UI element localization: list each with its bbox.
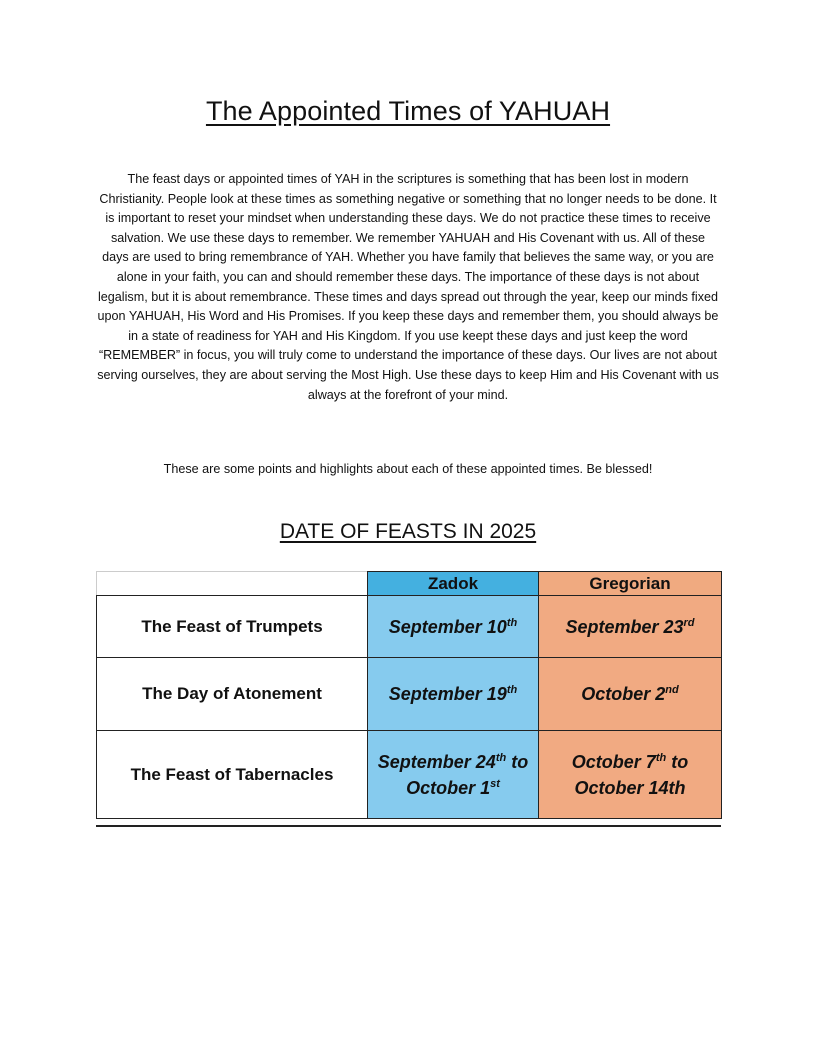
date-ordinal: st — [490, 777, 500, 790]
date-ordinal: th — [495, 751, 507, 764]
table-header-row — [97, 572, 722, 596]
gregorian-date — [539, 596, 722, 658]
date-text: September 23 — [565, 616, 684, 637]
date-ordinal: rd — [683, 616, 695, 629]
date-text: September 19 — [388, 684, 507, 704]
header-blank-cell — [97, 572, 368, 596]
table-bottom-rule — [96, 825, 721, 827]
date-text: October 2 — [581, 684, 666, 704]
feast-name: The Feast of Tabernacles — [97, 731, 368, 819]
date-ordinal: th — [506, 684, 518, 696]
gregorian-date — [539, 731, 722, 819]
date-ordinal: th — [506, 616, 518, 629]
zadok-date — [368, 596, 539, 658]
date-connector: to — [506, 751, 529, 772]
date-text: September 10 — [388, 616, 507, 637]
feast-name: The Day of Atonement — [97, 658, 368, 731]
table-row — [97, 658, 722, 731]
feast-name: The Feast of Trumpets — [97, 596, 368, 658]
intro-paragraph: The feast days or appointed times of YAH in the scriptures is something that has been lost in modern Christianity. People look at these times as something negative or something that no longer needs to be done. It is important to reset your mindset when understanding these days. We do not practice these times to receive salvation. We use these days to remember. We remember YAHUAH and His Covenant with us. All of these days are used to bring remembrance of YAH. Whether you have family that believes the same way, or you are alone in your faith, you can and should remember these days. The importance of these days is not about legalism, but it is about remembrance. These times and days spread out through the year, keep our minds fixed upon YAHUAH, His Word and His Promises. If you keep these days and remember them, you should always be in a state of readiness for YAH and His Kingdom. If you use keept these days and just keep the word “REMEMBER” in focus, you will truly come to understand the importance of these days. Our lives are not about serving ourselves, they are about serving the Most High. Use these days to keep Him and His Covenant with us always at the forefront of your mind. — [97, 172, 719, 402]
date-ordinal: nd — [665, 684, 679, 696]
zadok-date — [368, 731, 539, 819]
zadok-date — [368, 658, 539, 731]
gregorian-date — [539, 658, 722, 731]
date-text: October 1 — [406, 777, 491, 798]
header-zadok: Zadok — [368, 572, 539, 596]
header-gregorian: Gregorian — [539, 572, 722, 596]
document-title: The Appointed Times of YAHUAH — [205, 96, 611, 126]
date-text: September 24 — [377, 751, 496, 772]
date-ordinal: th — [655, 751, 667, 764]
date-connector: to — [666, 751, 689, 772]
table-row — [97, 596, 722, 658]
table-row — [97, 731, 722, 819]
blessing-paragraph: These are some points and highlights about each of these appointed times. Be blessed! — [163, 462, 653, 476]
date-text: October 7 — [571, 751, 656, 772]
feast-dates-heading: DATE OF FEASTS IN 2025 — [279, 520, 537, 543]
feast-dates-table — [96, 571, 722, 819]
date-text: October 14th — [574, 777, 686, 798]
